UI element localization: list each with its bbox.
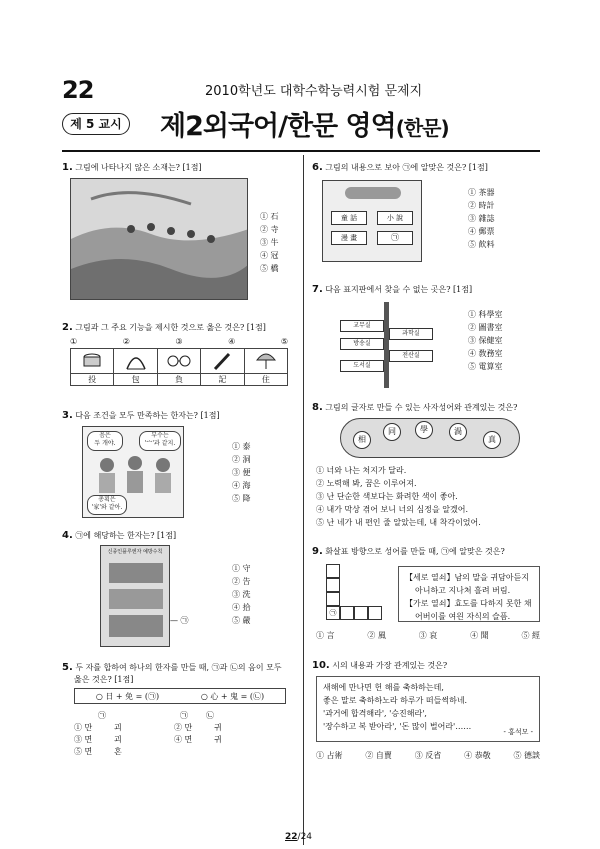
sign-label-3: 漫 畫 — [331, 231, 367, 245]
char-bubble-5: 真 — [483, 431, 501, 449]
option-4[interactable]: ④ 내가 막상 겪어 보니 너의 심정을 알겠어. — [316, 505, 468, 514]
option-1[interactable]: ① 占術 — [316, 751, 343, 760]
option-2[interactable]: ② 自賣 — [365, 751, 392, 760]
cell: 혼 — [114, 747, 122, 756]
sign-5: 도서실 — [340, 360, 384, 372]
option-2[interactable]: ② 時計 — [468, 201, 495, 210]
option-1[interactable]: ① 너와 나는 처지가 달라. — [316, 466, 407, 475]
q7-options — [468, 308, 503, 373]
option-3[interactable]: ③ 난 단순한 색보다는 화려한 색이 좋아. — [316, 492, 458, 501]
poem-box — [316, 676, 540, 742]
q1-options — [260, 210, 279, 275]
column-divider — [303, 155, 304, 845]
poster-title: 신종인플루엔자 예방수칙 — [107, 549, 163, 555]
pen-icon — [201, 349, 244, 373]
sign-label-blank: ㉠ — [377, 231, 413, 245]
formula-box — [74, 688, 286, 704]
q2-images — [70, 348, 288, 374]
label-3: 負 — [158, 374, 201, 385]
option-2[interactable]: ② 寺 — [260, 225, 279, 234]
question-2 — [62, 322, 266, 333]
q9-options — [316, 630, 540, 641]
question-number: 1. — [62, 162, 73, 173]
q2-figure-row — [70, 337, 288, 389]
umbrella-icon — [245, 349, 287, 373]
option-5[interactable]: ⑤ 德談 — [513, 751, 540, 760]
option-4[interactable]: ④ 郵票 — [468, 227, 495, 236]
bow-icon — [114, 349, 157, 373]
question-text: 그림과 그 주요 기능을 제시한 것으로 옳은 것은? [1점] — [75, 323, 266, 332]
sign-label-1: 童 話 — [331, 211, 367, 225]
option-4[interactable]: ④ 敎務室 — [468, 349, 503, 358]
speech-bubble-1: 음은 두 개야. — [87, 431, 123, 451]
clue-horizontal-2: 어버이를 여읜 자식의 슬픔. — [415, 612, 511, 621]
sign-2: 과학실 — [389, 328, 433, 340]
footer-total: 24 — [300, 832, 313, 842]
option-1[interactable]: ① 茶器 — [468, 188, 495, 197]
option-2[interactable]: ② 風 — [367, 631, 386, 640]
sign-1: 교무실 — [340, 320, 384, 332]
option-3[interactable]: ③ 便 — [232, 468, 251, 477]
question-text: 그림의 글자로 만들 수 있는 사자성어와 관계있는 것은? — [325, 403, 518, 412]
question-number: 9. — [312, 546, 323, 557]
option-3[interactable]: ③ 反省 — [414, 751, 442, 760]
grid-cell — [354, 606, 368, 620]
option-3[interactable]: ③ 牛 — [260, 238, 279, 247]
q5-header — [74, 710, 244, 722]
page-footer — [285, 832, 312, 842]
formula-1: ○ 日 + 免 = (㉠) — [95, 691, 160, 701]
option-3[interactable]: ③ 洗 — [232, 590, 251, 599]
poem-line-3: '과거에 합격해라', '승진해라', — [323, 709, 427, 718]
question-text: 화살표 방향으로 성어를 만들 때, ㉠에 알맞은 것은? — [325, 547, 505, 556]
grid-cell — [326, 564, 340, 578]
subject-sub: (한문) — [395, 116, 449, 140]
question-3 — [62, 410, 220, 421]
q5-options — [74, 710, 244, 758]
q10-options — [316, 750, 540, 761]
page-number: 22 — [62, 76, 94, 104]
sign-4: 전산실 — [389, 350, 433, 362]
cell: ③ 면 — [74, 735, 93, 744]
q5-row-3[interactable] — [74, 746, 244, 758]
question-4 — [62, 530, 176, 541]
grid-cell — [326, 592, 340, 606]
char-bubble-2: 同 — [383, 423, 401, 441]
option-1[interactable]: ① 言 — [316, 631, 335, 640]
crossword-grid — [322, 564, 382, 624]
q5-row-1[interactable] — [74, 722, 244, 734]
option-5[interactable]: ⑤ 經 — [521, 631, 540, 640]
question-6 — [312, 162, 488, 173]
poster-illustration — [101, 555, 170, 647]
question-text: 시의 내용과 가장 관계있는 것은? — [332, 661, 448, 670]
q4-options — [232, 562, 251, 627]
formula-2: ○ 心 + 鬼 = (㉡) — [200, 691, 265, 701]
label-1: 投 — [71, 374, 114, 385]
question-text: 다음 조건을 모두 만족하는 한자는? [1점] — [75, 411, 220, 420]
cell: 귀 — [214, 723, 222, 732]
question-8 — [312, 402, 517, 413]
clue-box — [398, 566, 540, 622]
q2-marks — [70, 337, 288, 346]
period-badge: 제 5 교시 — [62, 113, 130, 135]
option-2[interactable]: ② 洞 — [232, 455, 251, 464]
poster-figure — [100, 545, 170, 647]
option-3[interactable]: ③ 哀 — [418, 631, 438, 640]
shop-sign-figure — [322, 180, 422, 262]
option-4[interactable]: ④ 聞 — [470, 631, 489, 640]
question-number: 5. — [62, 662, 73, 673]
question-10 — [312, 660, 447, 671]
option-4[interactable]: ④ 冠 — [260, 251, 279, 260]
grid-cell — [326, 578, 340, 592]
question-number: 7. — [312, 284, 323, 295]
option-3[interactable]: ③ 保健室 — [468, 336, 503, 345]
char-bubble-3: 學 — [415, 421, 433, 439]
question-number: 8. — [312, 402, 323, 413]
col-a: ㉠ — [98, 711, 106, 720]
q2-labels — [70, 374, 288, 386]
cell: ① 만 — [74, 723, 93, 732]
option-1[interactable]: ① 守 — [232, 564, 251, 573]
character-bubbles — [340, 418, 520, 458]
clue-horizontal: 【가로 열쇠】효도를 다하지 못한 채 — [405, 599, 532, 608]
header-rule — [62, 150, 540, 152]
question-1 — [62, 162, 202, 173]
option-5[interactable]: ⑤ 降 — [232, 494, 251, 503]
option-5[interactable]: ⑤ 飮料 — [468, 240, 495, 249]
poem-line-1: 새해에 만나면 헌 해를 축하하는데, — [323, 683, 444, 692]
mark-1: ① — [70, 337, 78, 346]
question-number: 2. — [62, 322, 73, 333]
option-1[interactable]: ① 科學室 — [468, 310, 503, 319]
cell: 괴 — [114, 735, 122, 744]
label-2: 包 — [114, 374, 157, 385]
label-4: 記 — [201, 374, 244, 385]
q5-row-2[interactable] — [74, 734, 244, 746]
footer-divider: / — [297, 832, 301, 842]
glasses-icon — [158, 349, 201, 373]
marker-a: — ㉠ — [170, 616, 189, 625]
question-text: 다음 표지판에서 찾을 수 없는 곳은? [1점] — [325, 285, 473, 294]
speech-bubble-2: 부수는 '宀'과 같지. — [139, 431, 181, 451]
clue-vertical: 【세로 열쇠】남의 말을 귀담아듣지 — [405, 573, 530, 582]
signpost-pole — [384, 302, 389, 388]
sign-label-2: 小 說 — [377, 211, 413, 225]
question-text: ㉠에 해당하는 한자는? [1점] — [75, 531, 177, 540]
poem-author: - 홍석모 - — [503, 728, 533, 736]
poem-line-2: 좋은 말로 축하하노라 하루가 떠들썩하네. — [323, 696, 468, 705]
mark-3: ③ — [175, 337, 183, 346]
question-number: 6. — [312, 162, 323, 173]
option-2[interactable]: ② 圖書室 — [468, 323, 503, 332]
subject-main: 제2외국어/한문 영역 — [160, 111, 396, 142]
grid-cell-a: ㉠ — [326, 606, 340, 620]
option-5[interactable]: ⑤ 난 네가 내 편인 줄 알았는데, 내 착각이었어. — [316, 518, 481, 527]
cell: 괴 — [114, 723, 122, 732]
drum-icon — [71, 349, 114, 373]
question-text-2: 옳은 것은? [1점] — [74, 675, 134, 684]
question-9 — [312, 546, 505, 557]
question-7 — [312, 284, 472, 295]
speech-bubble-3: 총획은 '家'와 같아. — [87, 495, 127, 515]
conversation-figure — [82, 426, 184, 518]
people-illustration — [93, 455, 177, 495]
mark-4: ④ — [228, 337, 236, 346]
grid-cell — [340, 606, 354, 620]
label-5: 住 — [261, 375, 270, 384]
question-number: 3. — [62, 410, 73, 421]
clue-vertical-2: 아니하고 지나쳐 흘려 버림. — [415, 586, 511, 595]
question-text: 그림에 나타나지 않은 소재는? [1점] — [75, 163, 202, 172]
q8-options — [316, 464, 481, 529]
option-1[interactable]: ① 石 — [260, 212, 279, 221]
question-5 — [62, 662, 282, 673]
question-number: 4. — [62, 530, 73, 541]
painting-illustration — [71, 179, 248, 300]
poem-line-4: '장수하고 복 받아라', '돈 많이 벌어라'…… — [323, 722, 472, 731]
signpost-figure — [330, 302, 450, 388]
mark-5: ⑤ — [280, 337, 288, 346]
exam-title: 2010학년도 대학수학능력시험 문제지 — [205, 84, 423, 99]
subject-title — [160, 104, 449, 143]
grid-cell — [368, 606, 382, 620]
sign-3: 방송실 — [340, 338, 384, 350]
option-4[interactable]: ④ 拾 — [232, 603, 251, 612]
option-2[interactable]: ② 노력해 봐, 꿈은 이루어져. — [316, 479, 417, 488]
question-text: 그림의 내용으로 보아 ㉠에 알맞은 것은? [1점] — [325, 163, 488, 172]
cell: 귀 — [214, 735, 222, 744]
option-5[interactable]: ⑤ 電算室 — [468, 362, 503, 371]
char-bubble-1: 相 — [353, 431, 371, 449]
sign-top — [345, 187, 401, 199]
option-5[interactable]: ⑤ 嚴 — [232, 616, 251, 625]
option-4[interactable]: ④ 恭敬 — [464, 751, 491, 760]
question-text: 두 자를 합하여 하나의 한자를 만들 때, ㉠과 ㉡의 음이 모두 — [75, 663, 282, 672]
painting-figure — [70, 178, 248, 300]
option-2[interactable]: ② 告 — [232, 577, 251, 586]
cell: ⑤ 면 — [74, 747, 93, 756]
col-a-2: ㉠ — [180, 711, 188, 720]
cell: ④ 면 — [174, 735, 193, 744]
option-4[interactable]: ④ 海 — [232, 481, 251, 490]
question-number: 10. — [312, 660, 330, 671]
option-3[interactable]: ③ 雜誌 — [468, 214, 495, 223]
col-b: ㉡ — [206, 711, 214, 720]
option-5[interactable]: ⑤ 橋 — [260, 264, 279, 273]
char-bubble-4: 渦 — [449, 423, 467, 441]
q6-options — [468, 186, 495, 251]
q3-options — [232, 440, 251, 505]
mark-2: ② — [122, 337, 130, 346]
option-1[interactable]: ① 泰 — [232, 442, 251, 451]
footer-current: 22 — [285, 832, 298, 842]
cell: ② 만 — [174, 723, 193, 732]
